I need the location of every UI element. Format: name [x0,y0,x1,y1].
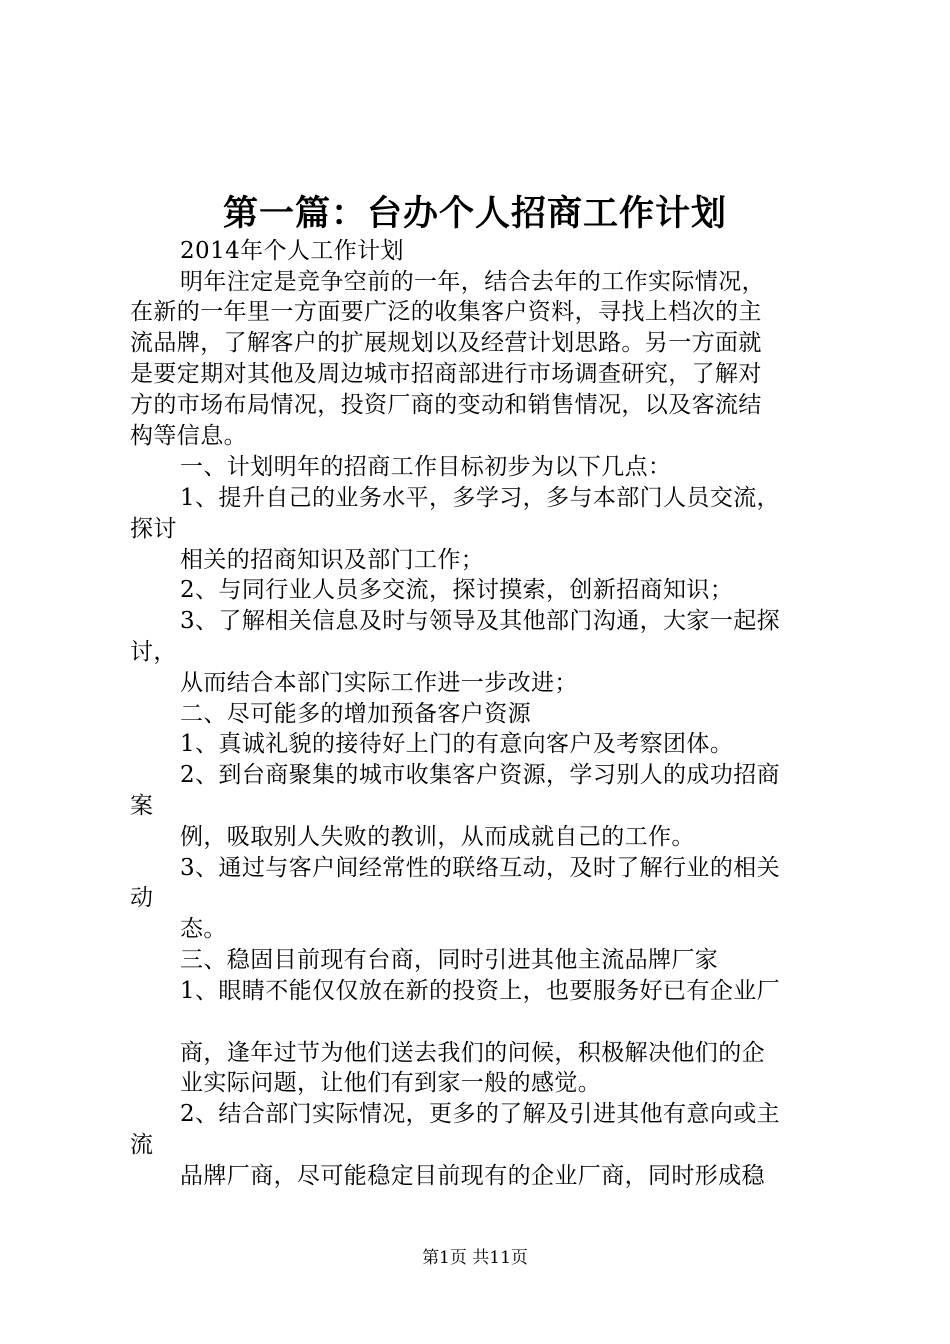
body-line: 品牌厂商，尽可能稳定目前现有的企业厂商，同时形成稳 [180,1163,765,1189]
body-line: 1、真诚礼貌的接待好上门的有意向客户及考察团体。 [180,731,734,757]
body-line: 1、眼睛不能仅仅放在新的投资上，也要服务好已有企业厂 [180,978,781,1004]
body-line: 2、与同行业人员多交流，探讨摸索，创新招商知识； [180,577,734,603]
body-line: 相关的招商知识及部门工作； [180,547,485,573]
body-line: 在新的一年里一方面要广泛的收集客户资料，寻找上档次的主 [130,299,762,325]
body-line: 2、到台商聚集的城市收集客户资源，学习别人的成功招商 [180,762,781,788]
body-line: 业实际问题，让他们有到家一般的感觉。 [180,1070,602,1096]
body-line: 二、尽可能多的增加预备客户资源 [180,701,531,727]
body-line: 方的市场布局情况，投资厂商的变动和销售情况，以及客流结 [130,392,762,418]
body-line: 态。 [180,916,227,942]
body-line: 一、计划明年的招商工作目标初步为以下几点： [180,454,672,480]
body-line: 明年注定是竞争空前的一年，结合去年的工作实际情况， [180,269,765,295]
body-line: 探讨 [130,516,177,542]
body-line: 案 [130,793,154,819]
body-line: 流 [130,1132,154,1158]
body-line: 2、结合部门实际情况，更多的了解及引进其他有意向或主 [180,1101,781,1127]
document-title: 第一篇：台办个人招商工作计划 [222,194,727,234]
body-line: 构等信息。 [130,423,247,449]
body-line: 例，吸取别人失败的教训，从而成就自己的工作。 [180,824,695,850]
body-line: 三、稳固目前现有台商，同时引进其他主流品牌厂家 [180,947,719,973]
body-line: 商，逢年过节为他们送去我们的问候，积极解决他们的企 [180,1040,765,1066]
page-number: 第1页 共11页 [422,1248,528,1268]
body-line: 从而结合本部门实际工作进一步改进； [180,670,578,696]
body-line: 是要定期对其他及周边城市招商部进行市场调查研究，了解对 [130,361,762,387]
body-line: 1、提升自己的业务水平，多学习，多与本部门人员交流， [180,485,781,511]
body-line: 讨， [130,639,177,665]
body-line: 3、通过与客户间经常性的联络互动，及时了解行业的相关 [180,855,781,881]
body-line: 流品牌，了解客户的扩展规划以及经营计划思路。另一方面就 [130,330,762,356]
body-line: 动 [130,885,154,911]
body-line: 3、了解相关信息及时与领导及其他部门沟通，大家一起探 [180,608,781,634]
body-line: 2014年个人工作计划 [180,238,404,264]
